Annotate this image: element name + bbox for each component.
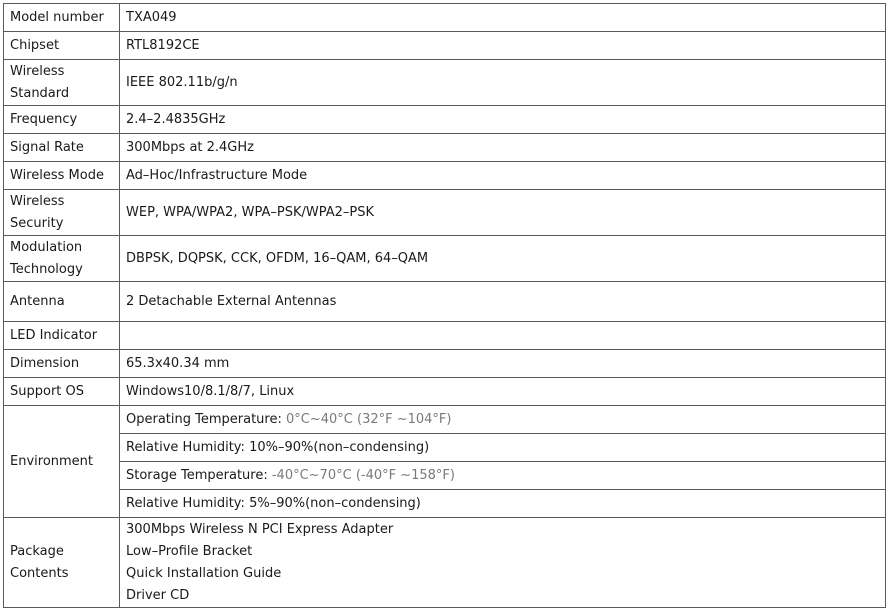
value-signal-rate: 300Mbps at 2.4GHz xyxy=(120,134,886,162)
label-led-indicator: LED Indicator xyxy=(4,322,120,350)
spec-table xyxy=(3,3,886,608)
table-row xyxy=(4,434,886,462)
table-row xyxy=(4,32,886,60)
value-chipset: RTL8192CE xyxy=(120,32,886,60)
label-wireless-standard xyxy=(4,60,120,106)
table-row xyxy=(4,406,886,434)
value-frequency: 2.4–2.4835GHz xyxy=(120,106,886,134)
value-operating-humidity: Relative Humidity: 10%–90%(non–condensing) xyxy=(120,434,886,462)
list-item: Driver CD xyxy=(126,587,190,603)
table-row xyxy=(4,378,886,406)
list-item: 300Mbps Wireless N PCI Express Adapter xyxy=(126,521,394,537)
label-package-contents xyxy=(4,518,120,608)
value-support-os: Windows10/8.1/8/7, Linux xyxy=(120,378,886,406)
table-row xyxy=(4,106,886,134)
table-row xyxy=(4,350,886,378)
value-storage-temperature xyxy=(120,462,886,490)
table-row xyxy=(4,518,886,608)
label-support-os: Support OS xyxy=(4,378,120,406)
operating-temperature-value: 0°C~40°C (32°F ~104°F) xyxy=(286,411,452,427)
value-dimension: 65.3x40.34 mm xyxy=(120,350,886,378)
list-item: Quick Installation Guide xyxy=(126,565,282,581)
label-environment: Environment xyxy=(4,406,120,518)
operating-temperature-label: Operating Temperature: xyxy=(126,411,286,427)
table-row xyxy=(4,134,886,162)
table-row xyxy=(4,4,886,32)
table-row xyxy=(4,190,886,236)
value-led-indicator xyxy=(120,322,886,350)
label-chipset: Chipset xyxy=(4,32,120,60)
table-row xyxy=(4,60,886,106)
value-operating-temperature xyxy=(120,406,886,434)
label-line: Security xyxy=(10,215,64,231)
label-line: Package xyxy=(10,543,64,559)
value-package-contents xyxy=(120,518,886,608)
value-modulation-technology: DBPSK, DQPSK, CCK, OFDM, 16–QAM, 64–QAM xyxy=(120,236,886,282)
label-modulation-technology xyxy=(4,236,120,282)
table-row xyxy=(4,462,886,490)
label-dimension: Dimension xyxy=(4,350,120,378)
label-wireless-mode: Wireless Mode xyxy=(4,162,120,190)
label-frequency: Frequency xyxy=(4,106,120,134)
value-model-number: TXA049 xyxy=(120,4,886,32)
value-wireless-security: WEP, WPA/WPA2, WPA–PSK/WPA2–PSK xyxy=(120,190,886,236)
table-row xyxy=(4,282,886,322)
storage-temperature-label: Storage Temperature: xyxy=(126,467,272,483)
label-model-number: Model number xyxy=(4,4,120,32)
label-line: Technology xyxy=(10,261,83,277)
label-line: Contents xyxy=(10,565,69,581)
label-line: Standard xyxy=(10,85,70,101)
label-antenna: Antenna xyxy=(4,282,120,322)
table-row xyxy=(4,490,886,518)
list-item: Low–Profile Bracket xyxy=(126,543,253,559)
label-line: Wireless xyxy=(10,63,65,79)
value-storage-humidity: Relative Humidity: 5%–90%(non–condensing) xyxy=(120,490,886,518)
table-row xyxy=(4,162,886,190)
label-wireless-security xyxy=(4,190,120,236)
label-line: Modulation xyxy=(10,239,83,255)
table-row xyxy=(4,236,886,282)
label-line: Wireless xyxy=(10,193,65,209)
value-antenna: 2 Detachable External Antennas xyxy=(120,282,886,322)
table-row xyxy=(4,322,886,350)
value-wireless-mode: Ad–Hoc/Infrastructure Mode xyxy=(120,162,886,190)
value-wireless-standard: IEEE 802.11b/g/n xyxy=(120,60,886,106)
storage-temperature-value: -40°C~70°C (-40°F ~158°F) xyxy=(271,467,455,483)
label-signal-rate: Signal Rate xyxy=(4,134,120,162)
